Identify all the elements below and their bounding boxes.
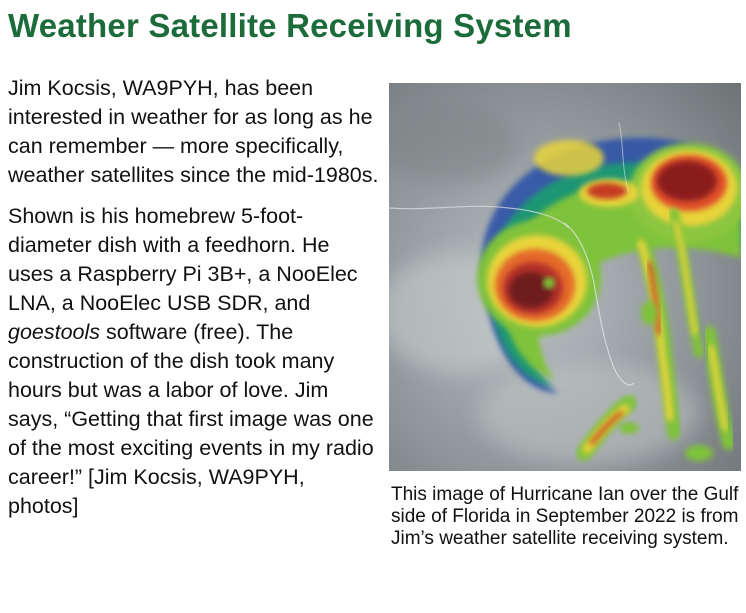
article-body xyxy=(8,74,380,533)
software-name: goestools xyxy=(8,320,101,344)
article-title: Weather Satellite Receiving System xyxy=(8,7,572,44)
hurricane-satellite-image xyxy=(389,83,741,471)
paragraph-equipment-text-2: software (free). The construction of the dish took many hours but was a labor of love. Jim says, “Getting that first image was one of the most exciting events in my radio career!” [Jim Kocsis, WA9PYH, photos] xyxy=(8,320,374,518)
paragraph-equipment-text-1: Shown is his homebrew 5-foot-diameter dish with a feedhorn. He uses a Raspberry Pi 3B+, a NooElec LNA, a NooElec USB SDR, and xyxy=(8,204,358,315)
paragraph-equipment xyxy=(8,202,380,521)
image-caption: This image of Hurricane Ian over the Gulf side of Florida in September 2022 is from Jim’s weather satellite receiving system. xyxy=(391,484,739,549)
paragraph-intro: Jim Kocsis, WA9PYH, has been interested in weather for as long as he can remember — more specifically, weather satellites since the mid-1980s. xyxy=(8,76,379,187)
